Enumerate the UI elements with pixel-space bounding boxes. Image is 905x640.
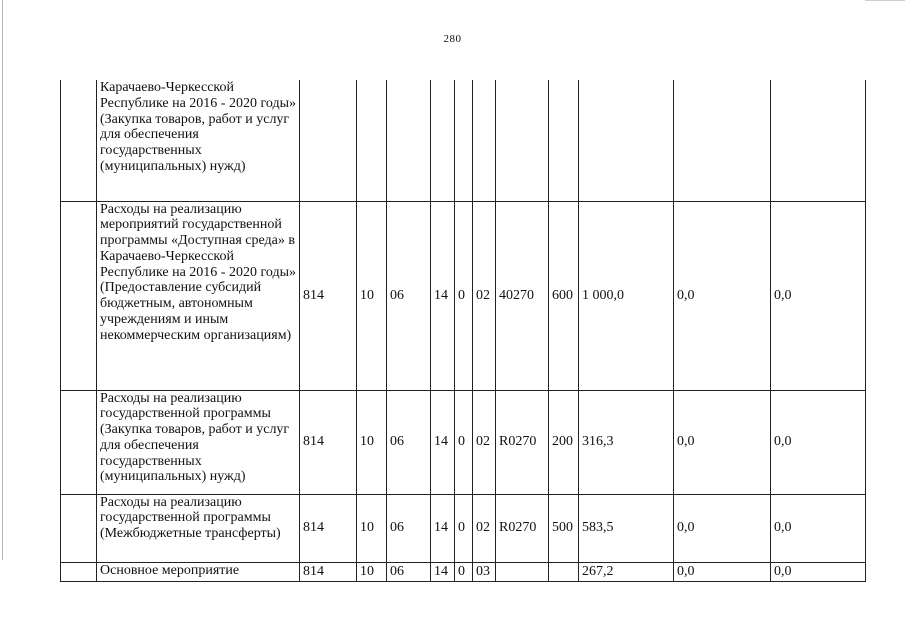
- rz-cell: 10: [357, 390, 387, 494]
- rz-cell: [357, 80, 387, 201]
- cs-program-cell: 14: [431, 201, 455, 390]
- sum-year2-cell: 0,0: [674, 562, 771, 581]
- scan-edge-line: [865, 0, 905, 1]
- cs-event-cell: 02: [473, 390, 496, 494]
- rz-cell: 10: [357, 201, 387, 390]
- sum-year3-cell: 0,0: [771, 390, 866, 494]
- vr-cell: 200: [549, 390, 579, 494]
- cs-program-cell: 14: [431, 562, 455, 581]
- cs-program-cell: 14: [431, 390, 455, 494]
- description-cell: Основное мероприятие: [97, 562, 300, 581]
- row-number-cell: [61, 390, 97, 494]
- table-row: [61, 201, 866, 390]
- sum-year1-cell: 267,2: [579, 562, 674, 581]
- cs-subprogram-cell: 0: [455, 390, 473, 494]
- row-number-cell: [61, 562, 97, 581]
- rz-cell: 10: [357, 494, 387, 562]
- row-number-cell: [61, 80, 97, 201]
- description-cell: Расходы на реализацию мероприятий государственной программы «Доступная среда» в Карачаево-Черкесской Республике на 2016 - 2020 годы» (Предоставление субсидий бюджетным, автономным учреждениям и иным некоммерческим организациям): [97, 201, 300, 390]
- table-row: [61, 562, 866, 581]
- cs-direction-cell: [496, 562, 549, 581]
- sum-year2-cell: 0,0: [674, 201, 771, 390]
- sum-year3-cell: 0,0: [771, 562, 866, 581]
- pr-cell: [387, 80, 431, 201]
- pr-cell: 06: [387, 562, 431, 581]
- pr-cell: 06: [387, 201, 431, 390]
- description-cell: Карачаево-Черкесской Республике на 2016 - 2020 годы» (Закупка товаров, работ и услуг для обеспечения государственных (муниципальных) нужд): [97, 80, 300, 201]
- cs-direction-cell: [496, 80, 549, 201]
- rz-cell: 10: [357, 562, 387, 581]
- sum-year1-cell: [579, 80, 674, 201]
- table-row: [61, 80, 866, 201]
- sum-year1-cell: 316,3: [579, 390, 674, 494]
- pr-cell: 06: [387, 390, 431, 494]
- vr-cell: [549, 80, 579, 201]
- table-row: [61, 494, 866, 562]
- sum-year3-cell: 0,0: [771, 201, 866, 390]
- ved-cell: [300, 80, 357, 201]
- cs-event-cell: 02: [473, 494, 496, 562]
- cs-direction-cell: R0270: [496, 390, 549, 494]
- pr-cell: 06: [387, 494, 431, 562]
- cs-direction-cell: R0270: [496, 494, 549, 562]
- ved-cell: 814: [300, 562, 357, 581]
- vr-cell: 600: [549, 201, 579, 390]
- page-number: 280: [443, 33, 462, 45]
- ved-cell: 814: [300, 390, 357, 494]
- sum-year3-cell: [771, 80, 866, 201]
- row-number-cell: [61, 201, 97, 390]
- description-cell: Расходы на реализацию государственной программы (Закупка товаров, работ и услуг для обеспечения государственных (муниципальных) нужд): [97, 390, 300, 494]
- budget-table: [60, 80, 866, 582]
- cs-event-cell: [473, 80, 496, 201]
- table-row: [61, 390, 866, 494]
- sum-year2-cell: 0,0: [674, 494, 771, 562]
- vr-cell: [549, 562, 579, 581]
- cs-subprogram-cell: [455, 80, 473, 201]
- cs-direction-cell: 40270: [496, 201, 549, 390]
- cs-event-cell: 03: [473, 562, 496, 581]
- cs-program-cell: [431, 80, 455, 201]
- description-cell: Расходы на реализацию государственной программы (Межбюджетные трансферты): [97, 494, 300, 562]
- ved-cell: 814: [300, 494, 357, 562]
- sum-year1-cell: 583,5: [579, 494, 674, 562]
- sum-year2-cell: 0,0: [674, 390, 771, 494]
- scan-edge-line: [2, 0, 3, 560]
- sum-year2-cell: [674, 80, 771, 201]
- ved-cell: 814: [300, 201, 357, 390]
- cs-event-cell: 02: [473, 201, 496, 390]
- row-number-cell: [61, 494, 97, 562]
- cs-program-cell: 14: [431, 494, 455, 562]
- cs-subprogram-cell: 0: [455, 201, 473, 390]
- sum-year1-cell: 1 000,0: [579, 201, 674, 390]
- vr-cell: 500: [549, 494, 579, 562]
- cs-subprogram-cell: 0: [455, 562, 473, 581]
- sum-year3-cell: 0,0: [771, 494, 866, 562]
- cs-subprogram-cell: 0: [455, 494, 473, 562]
